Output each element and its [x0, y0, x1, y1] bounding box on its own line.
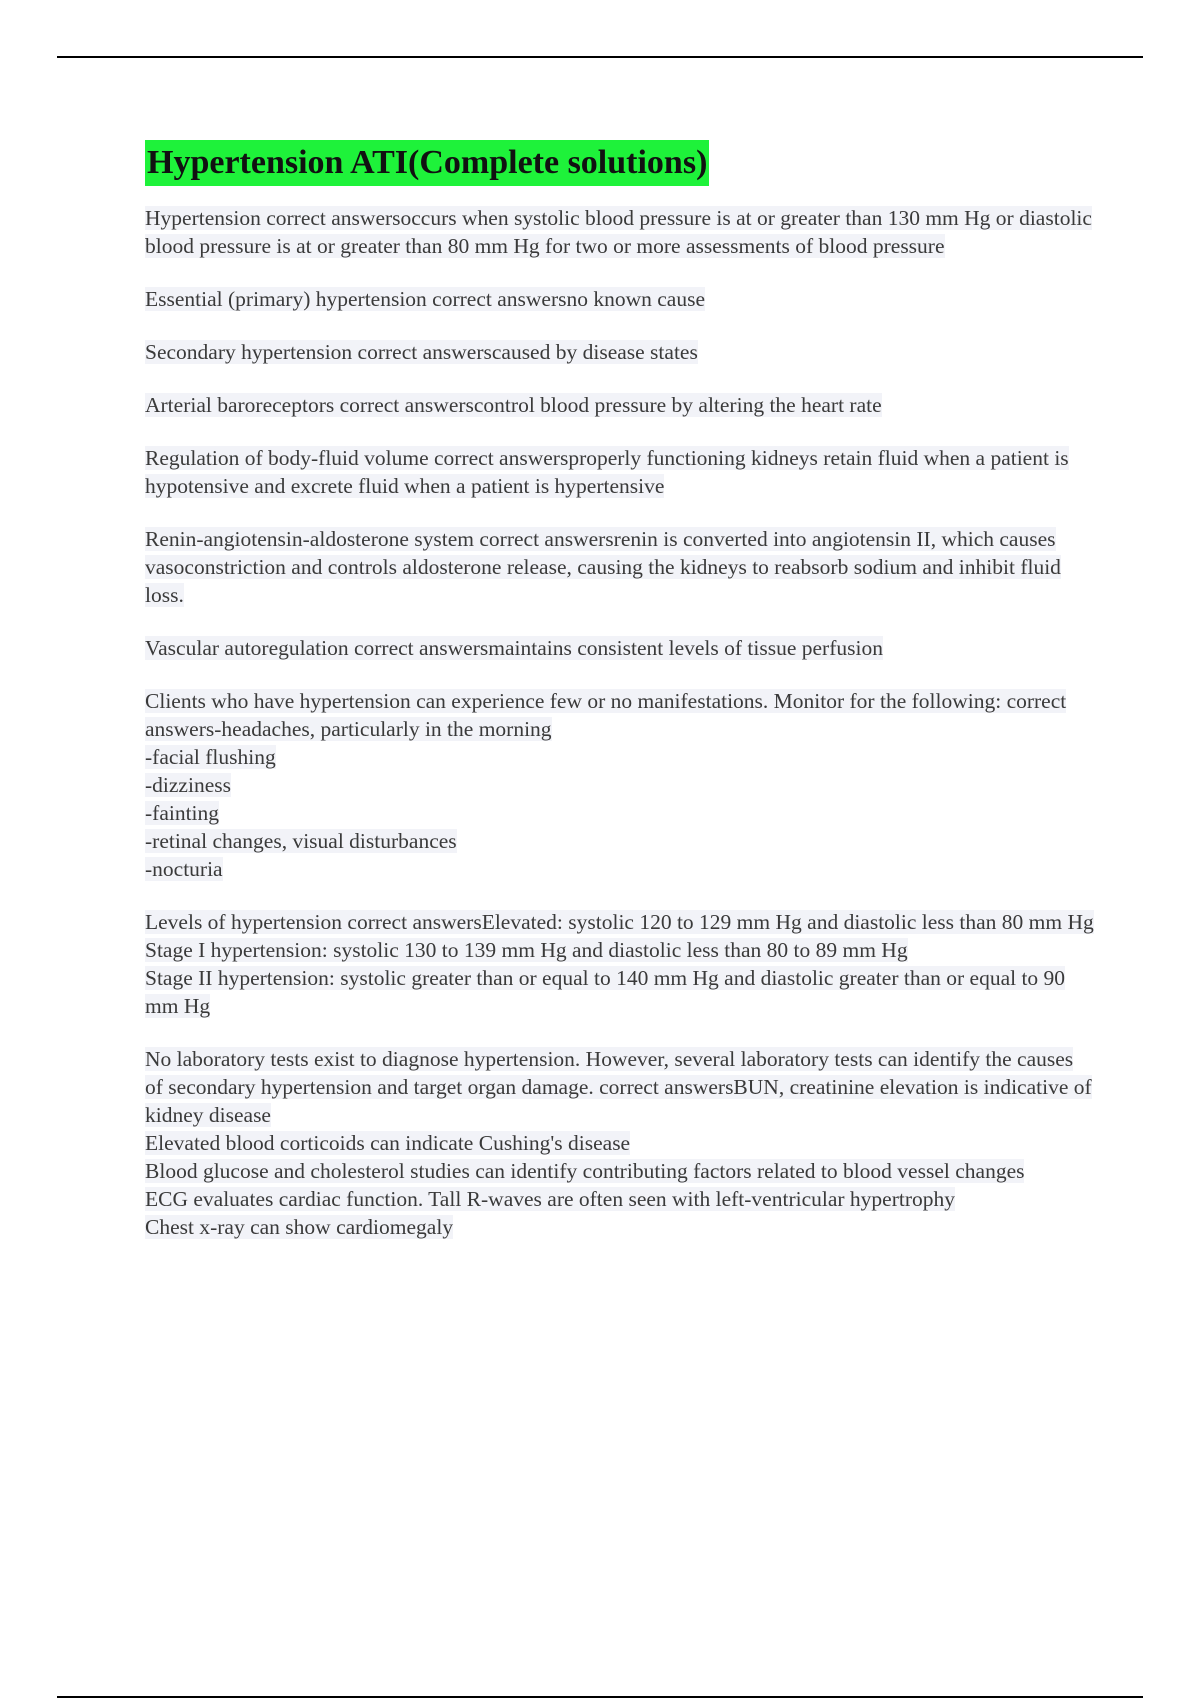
qa-line [145, 285, 1095, 313]
qa-text: Elevated blood corticoids can indicate Cushing's disease [145, 1131, 631, 1155]
qa-line [145, 1157, 1095, 1185]
qa-text: Levels of hypertension correct answersElevated: systolic 120 to 129 mm Hg and diastolic less than 80 mm Hg [145, 910, 1094, 934]
qa-line [145, 391, 1095, 419]
qa-line [145, 855, 1095, 883]
qa-text: Stage II hypertension: systolic greater than or equal to 140 mm Hg and diastolic greater than or equal to 90 mm Hg [145, 966, 1066, 1018]
qa-entry [145, 908, 1095, 1020]
qa-text: Essential (primary) hypertension correct answersno known cause [145, 287, 706, 311]
qa-text: -nocturia [145, 857, 223, 881]
qa-text: Blood glucose and cholesterol studies can identify contributing factors related to blood vessel changes [145, 1159, 1025, 1183]
bottom-rule [57, 1696, 1143, 1698]
qa-text: Renin-angiotensin-aldosterone system correct answersrenin is converted into angiotensin II, which causes vasoconstriction and controls aldosterone release, causing the kidneys to reabsorb sodium and inhibit fluid loss. [145, 527, 1061, 607]
qa-line [145, 1213, 1095, 1241]
qa-text: Chest x-ray can show cardiomegaly [145, 1215, 454, 1239]
qa-text: -fainting [145, 801, 220, 825]
qa-line [145, 634, 1095, 662]
qa-entry [145, 391, 1095, 419]
qa-text: Hypertension correct answersoccurs when systolic blood pressure is at or greater than 130 mm Hg or diastolic blood pressure is at or greater than 80 mm Hg for two or more assessments of blood pressure [145, 206, 1092, 258]
qa-entry [145, 525, 1095, 609]
qa-line [145, 799, 1095, 827]
qa-entry [145, 634, 1095, 662]
qa-line [145, 1129, 1095, 1157]
qa-line [145, 771, 1095, 799]
qa-text: -facial flushing [145, 745, 276, 769]
qa-line [145, 936, 1095, 964]
qa-line [145, 1185, 1095, 1213]
qa-line [145, 444, 1095, 500]
document-title: Hypertension ATI(Complete solutions) [145, 140, 709, 186]
entries-list [145, 204, 1095, 1241]
qa-text: -dizziness [145, 773, 231, 797]
qa-line [145, 525, 1095, 609]
qa-text: No laboratory tests exist to diagnose hypertension. However, several laboratory tests can identify the causes of secondary hypertension and target organ damage. correct answersBUN, creatinine elevation is indicative of kidney disease [145, 1047, 1092, 1127]
qa-text: Secondary hypertension correct answerscaused by disease states [145, 340, 698, 364]
qa-text: -retinal changes, visual disturbances [145, 829, 457, 853]
qa-line [145, 338, 1095, 366]
qa-entry [145, 444, 1095, 500]
qa-entry [145, 687, 1095, 883]
qa-text: Stage I hypertension: systolic 130 to 139 mm Hg and diastolic less than 80 to 89 mm Hg [145, 938, 908, 962]
qa-entry [145, 1045, 1095, 1241]
qa-line [145, 964, 1095, 1020]
document-body [145, 140, 1095, 1266]
qa-line [145, 1045, 1095, 1129]
qa-line [145, 743, 1095, 771]
qa-text: Clients who have hypertension can experience few or no manifestations. Monitor for the following: correct answers-headaches, particularly in the morning [145, 689, 1067, 741]
qa-text: Vascular autoregulation correct answersmaintains consistent levels of tissue perfusion [145, 636, 883, 660]
qa-line [145, 908, 1095, 936]
qa-text: Arterial baroreceptors correct answerscontrol blood pressure by altering the heart rate [145, 393, 882, 417]
qa-text: ECG evaluates cardiac function. Tall R-waves are often seen with left-ventricular hypertrophy [145, 1187, 956, 1211]
qa-entry [145, 204, 1095, 260]
qa-line [145, 827, 1095, 855]
qa-line [145, 204, 1095, 260]
qa-entry [145, 285, 1095, 313]
top-rule [57, 56, 1143, 58]
qa-line [145, 687, 1095, 743]
qa-text: Regulation of body-fluid volume correct answersproperly functioning kidneys retain fluid when a patient is hypotensive and excrete fluid when a patient is hypertensive [145, 446, 1069, 498]
qa-entry [145, 338, 1095, 366]
